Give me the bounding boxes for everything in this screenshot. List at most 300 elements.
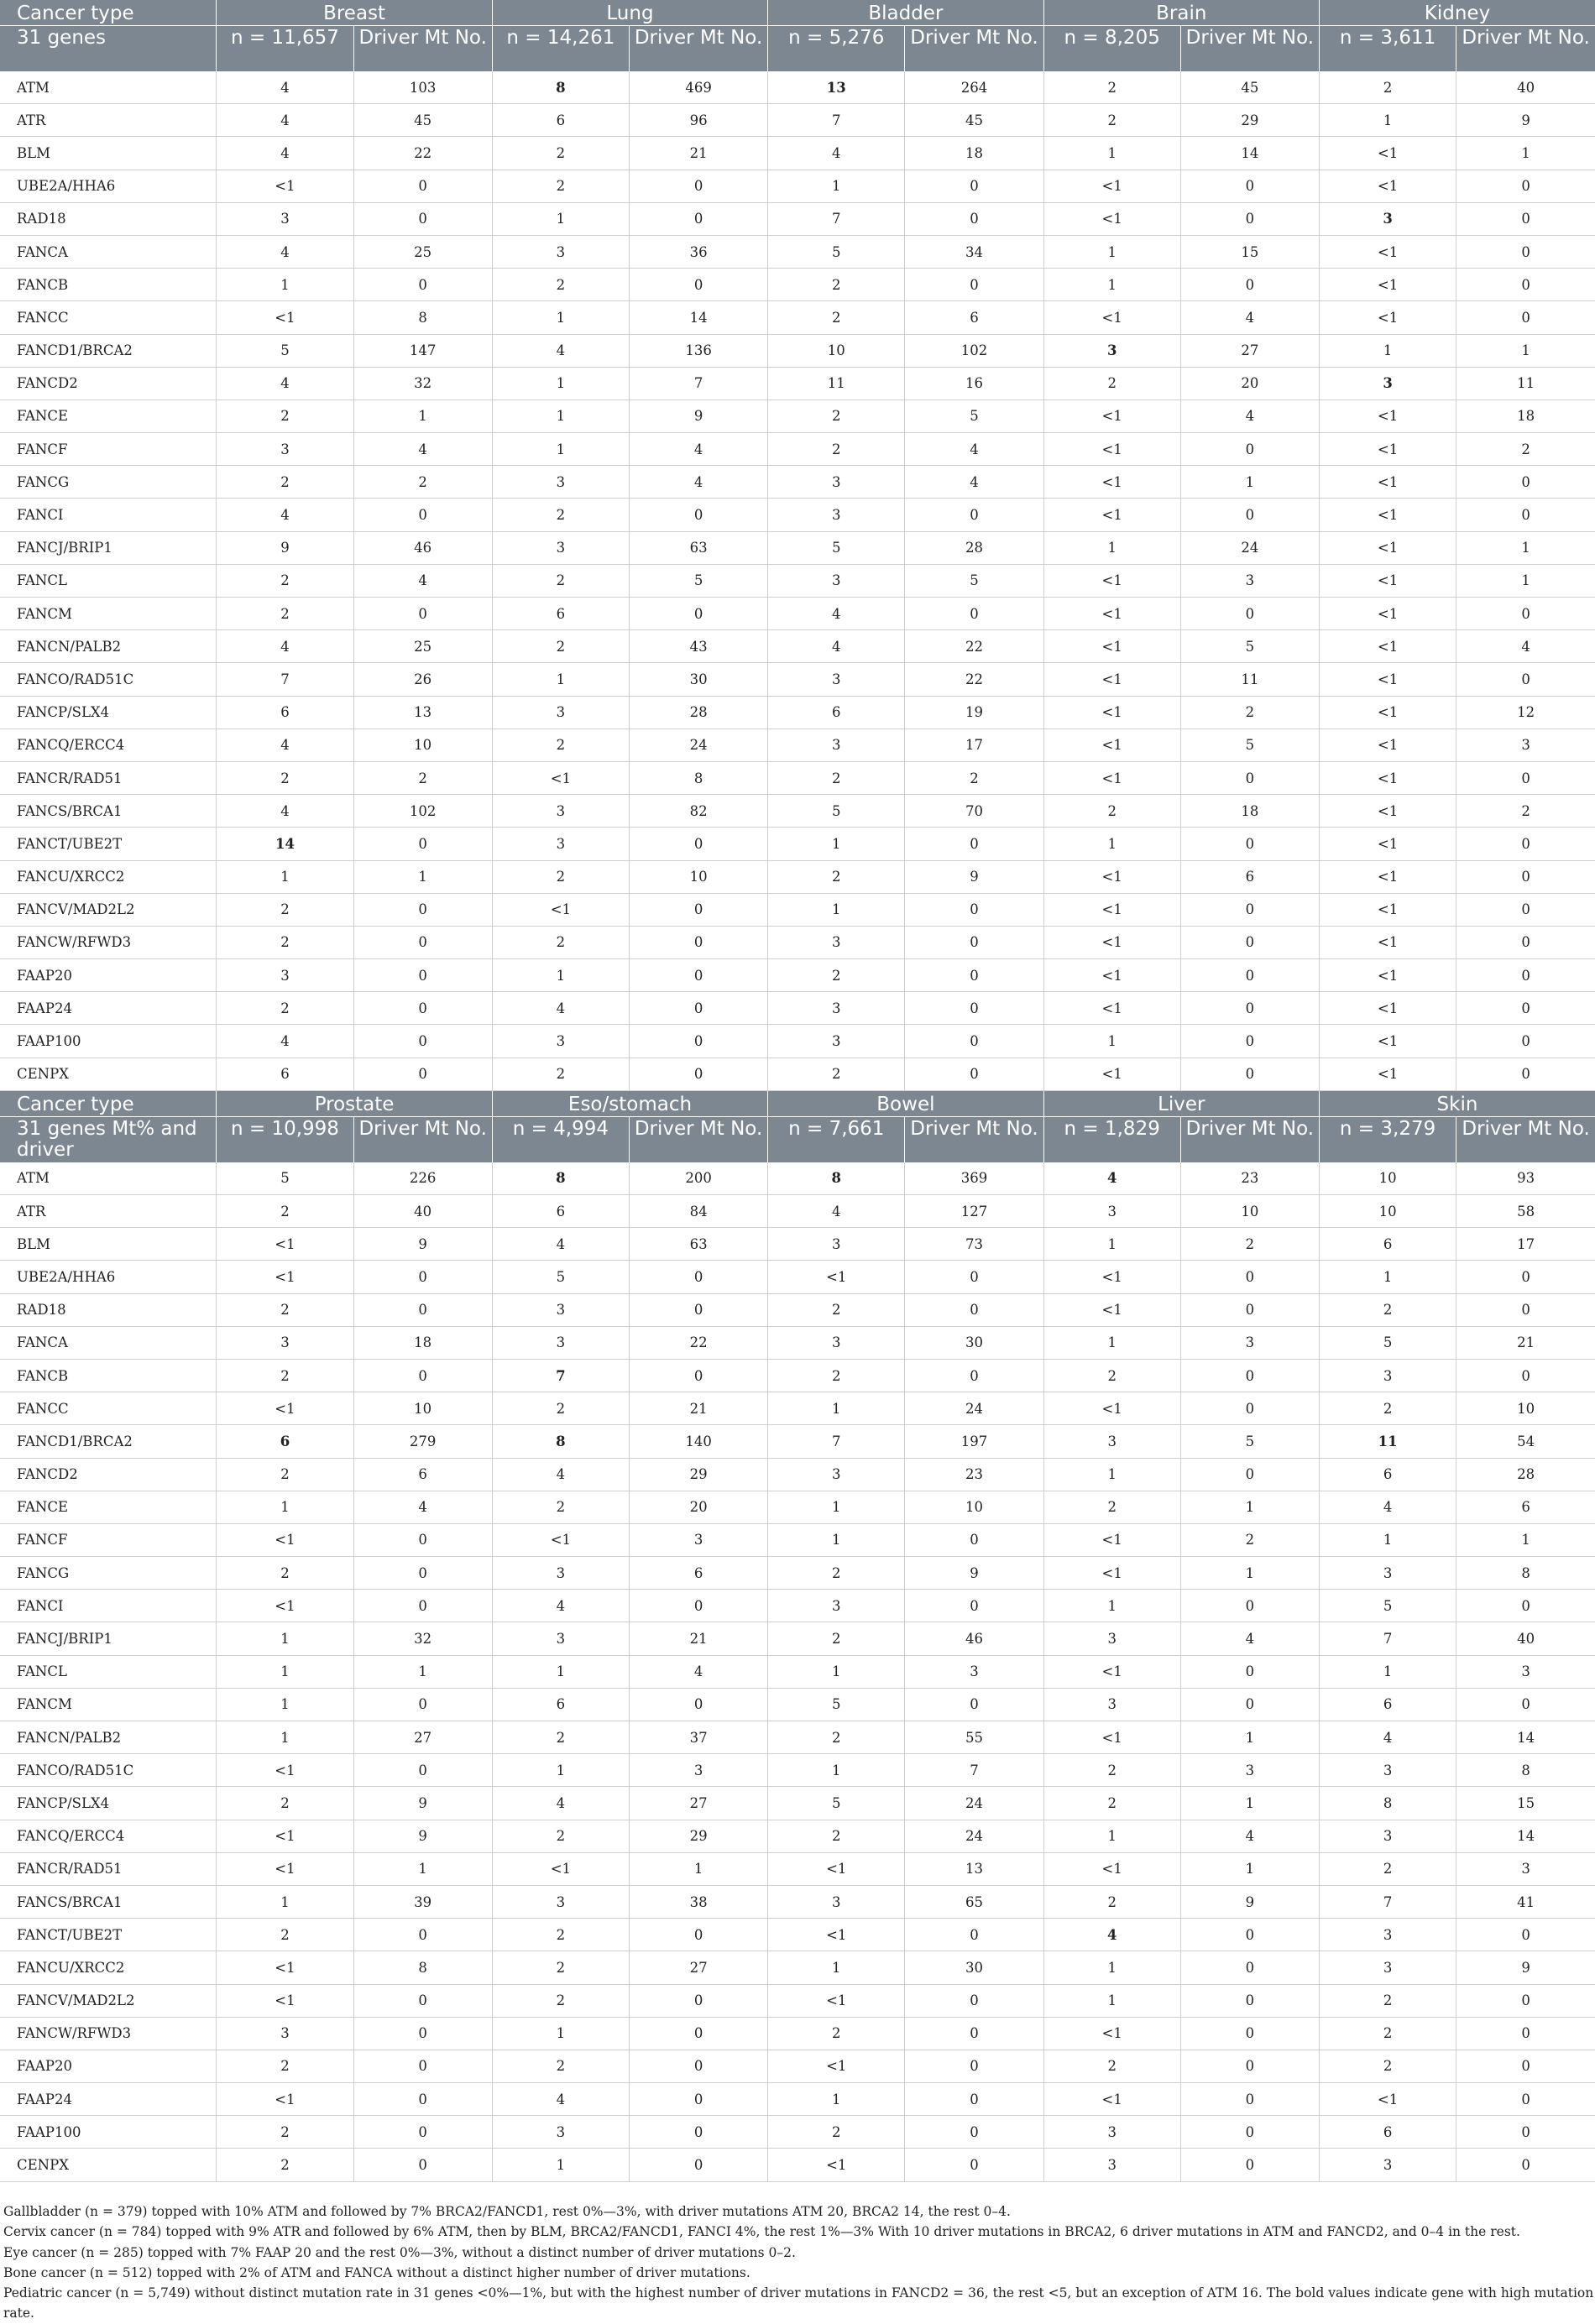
- mutation-rate-cell: 3: [768, 1326, 905, 1359]
- gene-name-cell: RAD18: [0, 202, 217, 235]
- driver-count-cell: 0: [353, 1688, 492, 1721]
- driver-count-cell: 10: [353, 729, 492, 761]
- cancer-name: Bladder: [768, 0, 1043, 26]
- driver-count-cell: 140: [629, 1425, 767, 1458]
- mutation-rate-cell: <1: [1043, 1293, 1180, 1326]
- mutation-rate-cell: <1: [1043, 1261, 1180, 1293]
- gene-name-cell: FANCL: [0, 1655, 217, 1688]
- mutation-rate-cell: 3: [492, 1622, 629, 1655]
- driver-count-cell: 1: [353, 1852, 492, 1885]
- mutation-rate-cell: <1: [1320, 761, 1456, 794]
- gene-name-cell: FANCU/XRCC2: [0, 860, 217, 893]
- header-row-columns: [0, 1116, 1595, 1162]
- mutation-rate-cell: 1: [768, 1951, 905, 1984]
- table-row: [0, 1754, 1595, 1787]
- driver-count-cell: 4: [353, 433, 492, 466]
- driver-count-cell: 0: [629, 598, 767, 630]
- driver-count-cell: 0: [905, 992, 1043, 1025]
- mutation-rate-cell: <1: [1320, 170, 1456, 202]
- driver-count-cell: 0: [1180, 828, 1319, 860]
- mutation-rate-cell: 2: [768, 1622, 905, 1655]
- driver-count-cell: 34: [905, 235, 1043, 268]
- table-row: [0, 202, 1595, 235]
- driver-count-cell: 0: [1180, 598, 1319, 630]
- table-row: [0, 1293, 1595, 1326]
- driver-count-cell: 0: [905, 2050, 1043, 2082]
- sample-size: n = 14,261: [492, 26, 629, 72]
- driver-count-cell: 21: [629, 1622, 767, 1655]
- driver-count-cell: 27: [629, 1787, 767, 1820]
- driver-count-cell: 54: [1456, 1425, 1595, 1458]
- gene-name-cell: FANCA: [0, 1326, 217, 1359]
- driver-count-cell: 0: [1180, 1590, 1319, 1622]
- mutation-rate-cell: 2: [1043, 1754, 1180, 1787]
- mutation-rate-cell: 2: [217, 466, 353, 499]
- driver-count-cell: 2: [1180, 696, 1319, 729]
- mutation-rate-cell: 4: [492, 1787, 629, 1820]
- driver-count-cell: 0: [1456, 170, 1595, 202]
- mutation-rate-cell: 4: [1043, 1162, 1180, 1195]
- driver-count-cell: 3: [1456, 1655, 1595, 1688]
- table-row: [0, 433, 1595, 466]
- mutation-rate-cell: 1: [768, 2083, 905, 2116]
- driver-count-cell: 0: [353, 2017, 492, 2050]
- mutation-rate-cell: 2: [1320, 2050, 1456, 2082]
- mutation-rate-cell: 2: [217, 2050, 353, 2082]
- driver-count-cell: 4: [629, 1655, 767, 1688]
- table-row: [0, 1951, 1595, 1984]
- mutation-rate-cell: 1: [1043, 1326, 1180, 1359]
- mutation-rate-cell: <1: [1043, 761, 1180, 794]
- gene-name-cell: FANCW/RFWD3: [0, 926, 217, 958]
- driver-count-cell: 93: [1456, 1162, 1595, 1195]
- driver-count-cell: 469: [629, 71, 767, 104]
- table-row: [0, 499, 1595, 531]
- gene-name-cell: FANCV/MAD2L2: [0, 893, 217, 926]
- driver-count-cell: 58: [1456, 1195, 1595, 1228]
- driver-count-cell: 0: [905, 1919, 1043, 1951]
- table-row: [0, 2149, 1595, 2181]
- driver-count-cell: 0: [1180, 1919, 1319, 1951]
- mutation-rate-cell: 2: [1043, 1359, 1180, 1392]
- mutation-rate-cell: 1: [1043, 1228, 1180, 1261]
- mutation-rate-cell: 3: [768, 992, 905, 1025]
- mutation-rate-cell: 4: [492, 1458, 629, 1491]
- driver-count-cell: 13: [353, 696, 492, 729]
- driver-count-cell: 0: [629, 2017, 767, 2050]
- driver-count-cell: 22: [629, 1326, 767, 1359]
- mutation-rate-cell: <1: [1320, 433, 1456, 466]
- table-row: [0, 1458, 1595, 1491]
- mutation-rate-cell: 1: [768, 1491, 905, 1523]
- mutation-rate-cell: 1: [1320, 1655, 1456, 1688]
- driver-count-cell: 4: [1180, 1820, 1319, 1852]
- mutation-rate-cell: 2: [492, 269, 629, 301]
- gene-name-cell: FANCC: [0, 1392, 217, 1425]
- cancer-name: Bowel: [768, 1090, 1043, 1116]
- sample-size: n = 4,994: [492, 1116, 629, 1162]
- gene-name-cell: FANCQ/ERCC4: [0, 1820, 217, 1852]
- gene-name-cell: ATR: [0, 1195, 217, 1228]
- driver-count-cell: 0: [353, 1754, 492, 1787]
- driver-mt-header: Driver Mt No.: [1456, 1116, 1595, 1162]
- driver-mt-header: Driver Mt No.: [353, 26, 492, 72]
- driver-count-cell: 4: [353, 564, 492, 597]
- driver-count-cell: 0: [1180, 1984, 1319, 2017]
- driver-count-cell: 4: [1180, 1622, 1319, 1655]
- mutation-rate-cell: 4: [768, 598, 905, 630]
- driver-mt-header: Driver Mt No.: [905, 1116, 1043, 1162]
- driver-count-cell: 0: [1180, 1293, 1319, 1326]
- driver-count-cell: 0: [905, 1359, 1043, 1392]
- mutation-rate-cell: 4: [217, 137, 353, 170]
- gene-name-cell: FANCN/PALB2: [0, 630, 217, 663]
- gene-name-cell: FANCA: [0, 235, 217, 268]
- mutation-rate-cell: <1: [1043, 926, 1180, 958]
- driver-count-cell: 197: [905, 1425, 1043, 1458]
- mutation-rate-cell: 1: [1320, 334, 1456, 367]
- driver-count-cell: 6: [905, 301, 1043, 334]
- mutation-rate-cell: <1: [1043, 630, 1180, 663]
- table-row: [0, 367, 1595, 400]
- table-row: [0, 598, 1595, 630]
- mutation-rate-cell: 9: [217, 531, 353, 564]
- mutation-rate-cell: 2: [768, 1058, 905, 1090]
- gene-name-cell: FANCB: [0, 269, 217, 301]
- mutation-rate-cell: <1: [1043, 564, 1180, 597]
- driver-count-cell: 24: [905, 1820, 1043, 1852]
- gene-count-label: 31 genes: [0, 26, 217, 72]
- mutation-rate-cell: <1: [1320, 729, 1456, 761]
- mutation-rate-cell: 4: [217, 795, 353, 828]
- driver-count-cell: 5: [905, 400, 1043, 432]
- driver-count-cell: 15: [1180, 235, 1319, 268]
- mutation-rate-cell: 4: [217, 104, 353, 137]
- driver-count-cell: 1: [353, 1655, 492, 1688]
- mutation-rate-cell: 3: [492, 795, 629, 828]
- driver-count-cell: 17: [905, 729, 1043, 761]
- table-row: [0, 301, 1595, 334]
- mutation-rate-cell: <1: [1320, 2083, 1456, 2116]
- driver-count-cell: 0: [1456, 926, 1595, 958]
- mutation-rate-cell: 7: [492, 1359, 629, 1392]
- driver-count-cell: 0: [353, 2116, 492, 2149]
- mutation-rate-cell: 2: [492, 564, 629, 597]
- mutation-rate-cell: 5: [492, 1261, 629, 1293]
- gene-name-cell: FAAP24: [0, 992, 217, 1025]
- mutation-rate-cell: 2: [1043, 795, 1180, 828]
- mutation-rate-cell: 2: [492, 1392, 629, 1425]
- driver-count-cell: 0: [905, 1984, 1043, 2017]
- driver-count-cell: 9: [905, 860, 1043, 893]
- mutation-rate-cell: 3: [768, 564, 905, 597]
- sample-size: n = 10,998: [217, 1116, 353, 1162]
- driver-count-cell: 24: [1180, 531, 1319, 564]
- mutation-rate-cell: 3: [492, 696, 629, 729]
- mutation-rate-cell: 8: [492, 1162, 629, 1195]
- mutation-rate-cell: 1: [492, 663, 629, 696]
- mutation-rate-cell: 7: [768, 202, 905, 235]
- table-row: [0, 1326, 1595, 1359]
- mutation-rate-cell: 3: [1043, 1622, 1180, 1655]
- mutation-rate-cell: <1: [1043, 1392, 1180, 1425]
- driver-count-cell: 1: [1456, 531, 1595, 564]
- mutation-rate-cell: 2: [768, 761, 905, 794]
- driver-count-cell: 46: [353, 531, 492, 564]
- mutation-rate-cell: 2: [217, 1919, 353, 1951]
- driver-count-cell: 0: [905, 2149, 1043, 2181]
- table-row: [0, 1025, 1595, 1058]
- mutation-rate-cell: <1: [1043, 433, 1180, 466]
- mutation-rate-cell: 8: [768, 1162, 905, 1195]
- cancer-name: Eso/stomach: [492, 1090, 767, 1116]
- driver-count-cell: 23: [905, 1458, 1043, 1491]
- mutation-rate-cell: 1: [1043, 828, 1180, 860]
- mutation-rate-cell: <1: [1320, 1058, 1456, 1090]
- driver-count-cell: 9: [629, 400, 767, 432]
- mutation-rate-cell: 1: [217, 1885, 353, 1918]
- driver-count-cell: 0: [1180, 170, 1319, 202]
- driver-count-cell: 102: [905, 334, 1043, 367]
- driver-count-cell: 0: [629, 1984, 767, 2017]
- driver-count-cell: 1: [1180, 1557, 1319, 1590]
- table-row: [0, 1557, 1595, 1590]
- mutation-rate-cell: 3: [768, 663, 905, 696]
- driver-count-cell: 10: [353, 1392, 492, 1425]
- driver-count-cell: 3: [1180, 1326, 1319, 1359]
- driver-count-cell: 29: [629, 1458, 767, 1491]
- driver-count-cell: 0: [353, 202, 492, 235]
- driver-count-cell: 0: [1180, 959, 1319, 992]
- mutation-rate-cell: 11: [768, 367, 905, 400]
- driver-count-cell: 0: [353, 828, 492, 860]
- mutation-rate-cell: <1: [1043, 1655, 1180, 1688]
- mutation-rate-cell: <1: [1320, 531, 1456, 564]
- mutation-rate-cell: 5: [768, 795, 905, 828]
- mutation-rate-cell: 2: [1043, 104, 1180, 137]
- table-row: [0, 2116, 1595, 2149]
- mutation-rate-cell: <1: [1043, 1852, 1180, 1885]
- mutation-rate-cell: 7: [217, 663, 353, 696]
- driver-count-cell: 0: [629, 1688, 767, 1721]
- driver-count-cell: 3: [905, 1655, 1043, 1688]
- mutation-rate-cell: <1: [1043, 202, 1180, 235]
- mutation-rate-cell: <1: [1320, 598, 1456, 630]
- driver-count-cell: 5: [905, 564, 1043, 597]
- driver-count-cell: 14: [1456, 1721, 1595, 1754]
- mutation-rate-cell: 1: [768, 1655, 905, 1688]
- table-row: [0, 170, 1595, 202]
- mutation-rate-cell: 14: [217, 828, 353, 860]
- mutation-rate-cell: <1: [1320, 301, 1456, 334]
- mutation-rate-cell: 2: [768, 1820, 905, 1852]
- mutation-rate-cell: 2: [217, 1557, 353, 1590]
- mutation-rate-cell: 2: [1320, 1984, 1456, 2017]
- mutation-rate-cell: 1: [768, 1392, 905, 1425]
- driver-count-cell: 0: [629, 499, 767, 531]
- gene-name-cell: FANCO/RAD51C: [0, 1754, 217, 1787]
- gene-name-cell: FANCD2: [0, 1458, 217, 1491]
- driver-count-cell: 0: [353, 2083, 492, 2116]
- mutation-rate-cell: 2: [1043, 1491, 1180, 1523]
- driver-count-cell: 0: [353, 499, 492, 531]
- cancer-name: Lung: [492, 0, 767, 26]
- mutation-rate-cell: 6: [217, 1058, 353, 1090]
- driver-count-cell: 32: [353, 1622, 492, 1655]
- driver-count-cell: 6: [1180, 860, 1319, 893]
- driver-count-cell: 0: [905, 893, 1043, 926]
- mutation-rate-cell: 1: [1043, 531, 1180, 564]
- sample-size: n = 7,661: [768, 1116, 905, 1162]
- mutation-rate-cell: 3: [492, 235, 629, 268]
- mutation-rate-cell: 1: [492, 301, 629, 334]
- driver-count-cell: 0: [905, 828, 1043, 860]
- mutation-rate-cell: <1: [1320, 795, 1456, 828]
- driver-count-cell: 0: [353, 1025, 492, 1058]
- mutation-rate-cell: 4: [492, 2083, 629, 2116]
- mutation-rate-cell: <1: [217, 1951, 353, 1984]
- table-row: [0, 334, 1595, 367]
- mutation-rate-cell: 1: [1043, 235, 1180, 268]
- mutation-rate-cell: 5: [217, 1162, 353, 1195]
- mutation-rate-cell: 1: [492, 433, 629, 466]
- mutation-rate-cell: 3: [492, 1885, 629, 1918]
- driver-count-cell: 18: [1456, 400, 1595, 432]
- mutation-rate-cell: 2: [1043, 2050, 1180, 2082]
- gene-name-cell: FANCI: [0, 1590, 217, 1622]
- driver-count-cell: 0: [1456, 1919, 1595, 1951]
- mutation-rate-cell: 4: [217, 499, 353, 531]
- driver-count-cell: 10: [1456, 1392, 1595, 1425]
- driver-count-cell: 5: [1180, 630, 1319, 663]
- driver-count-cell: 0: [629, 269, 767, 301]
- mutation-rate-cell: 2: [768, 400, 905, 432]
- driver-count-cell: 226: [353, 1162, 492, 1195]
- driver-count-cell: 0: [1180, 202, 1319, 235]
- mutation-rate-cell: 2: [217, 926, 353, 958]
- driver-count-cell: 0: [1456, 959, 1595, 992]
- cancer-name: Breast: [217, 0, 492, 26]
- gene-name-cell: UBE2A/HHA6: [0, 1261, 217, 1293]
- mutation-rate-cell: 3: [1043, 2116, 1180, 2149]
- table-row: [0, 2083, 1595, 2116]
- mutation-rate-cell: 3: [1043, 334, 1180, 367]
- mutation-rate-cell: 4: [768, 630, 905, 663]
- mutation-rate-cell: 3: [492, 1025, 629, 1058]
- driver-count-cell: 0: [905, 499, 1043, 531]
- mutation-rate-cell: <1: [1320, 564, 1456, 597]
- mutation-rate-cell: 1: [217, 1721, 353, 1754]
- driver-count-cell: 4: [353, 1491, 492, 1523]
- mutation-rate-cell: <1: [217, 170, 353, 202]
- driver-count-cell: 0: [1456, 761, 1595, 794]
- footnote: Bone cancer (n = 512) topped with 2% of ATM and FANCA without a distinct higher number of driver mutations.: [0, 2263, 1595, 2283]
- driver-count-cell: 3: [1456, 729, 1595, 761]
- table-row: [0, 1228, 1595, 1261]
- driver-count-cell: 0: [1456, 235, 1595, 268]
- mutation-rate-cell: 3: [492, 828, 629, 860]
- mutation-rate-cell: <1: [1043, 663, 1180, 696]
- driver-count-cell: 6: [353, 1458, 492, 1491]
- mutation-rate-cell: 4: [1320, 1721, 1456, 1754]
- mutation-rate-cell: 2: [217, 1359, 353, 1392]
- mutation-rate-cell: 2: [1320, 1392, 1456, 1425]
- mutation-rate-cell: 6: [1320, 2116, 1456, 2149]
- table-row: [0, 400, 1595, 432]
- mutation-rate-cell: <1: [1320, 499, 1456, 531]
- gene-name-cell: FANCE: [0, 1491, 217, 1523]
- mutation-rate-cell: 2: [492, 1820, 629, 1852]
- mutation-rate-cell: 2: [492, 170, 629, 202]
- mutation-rate-cell: <1: [1320, 663, 1456, 696]
- mutation-rate-cell: <1: [1320, 860, 1456, 893]
- driver-count-cell: 0: [1456, 202, 1595, 235]
- driver-count-cell: 7: [905, 1754, 1043, 1787]
- mutation-rate-cell: 3: [217, 1326, 353, 1359]
- driver-count-cell: 8: [1456, 1557, 1595, 1590]
- mutation-rate-cell: 1: [492, 1655, 629, 1688]
- mutation-rate-cell: <1: [217, 301, 353, 334]
- mutation-rate-cell: <1: [1320, 269, 1456, 301]
- table-row: [0, 137, 1595, 170]
- mutation-rate-cell: 2: [492, 1058, 629, 1090]
- mutation-rate-cell: 2: [492, 499, 629, 531]
- mutation-rate-cell: 2: [1043, 71, 1180, 104]
- mutation-rate-cell: <1: [217, 1392, 353, 1425]
- table-row: [0, 828, 1595, 860]
- table-row: [0, 1655, 1595, 1688]
- driver-count-cell: 0: [629, 1025, 767, 1058]
- mutation-rate-cell: 3: [1320, 1951, 1456, 1984]
- driver-count-cell: 0: [1456, 860, 1595, 893]
- gene-name-cell: FANCD1/BRCA2: [0, 334, 217, 367]
- driver-mt-header: Driver Mt No.: [1456, 26, 1595, 72]
- driver-count-cell: 21: [629, 1392, 767, 1425]
- table-row: [0, 235, 1595, 268]
- table-row: [0, 926, 1595, 958]
- mutation-rate-cell: 3: [768, 1590, 905, 1622]
- mutation-rate-cell: 2: [217, 2116, 353, 2149]
- driver-count-cell: 0: [1456, 893, 1595, 926]
- driver-count-cell: 25: [353, 630, 492, 663]
- table-row: [0, 531, 1595, 564]
- mutation-rate-cell: <1: [1320, 959, 1456, 992]
- driver-count-cell: 65: [905, 1885, 1043, 1918]
- driver-count-cell: 21: [1456, 1326, 1595, 1359]
- driver-count-cell: 0: [629, 1293, 767, 1326]
- driver-count-cell: 0: [1180, 2149, 1319, 2181]
- driver-count-cell: 15: [1456, 1787, 1595, 1820]
- mutation-rate-cell: 1: [1043, 1820, 1180, 1852]
- driver-count-cell: 27: [629, 1951, 767, 1984]
- driver-count-cell: 2: [1456, 795, 1595, 828]
- gene-name-cell: BLM: [0, 137, 217, 170]
- driver-count-cell: 1: [1180, 1787, 1319, 1820]
- driver-count-cell: 3: [1456, 1852, 1595, 1885]
- driver-count-cell: 28: [629, 696, 767, 729]
- driver-count-cell: 28: [1456, 1458, 1595, 1491]
- driver-mt-header: Driver Mt No.: [905, 26, 1043, 72]
- driver-count-cell: 55: [905, 1721, 1043, 1754]
- driver-count-cell: 37: [629, 1721, 767, 1754]
- mutation-rate-cell: <1: [1043, 959, 1180, 992]
- mutation-rate-cell: 6: [492, 104, 629, 137]
- mutation-rate-cell: 1: [217, 1622, 353, 1655]
- driver-count-cell: 11: [1180, 663, 1319, 696]
- mutation-rate-cell: 7: [1320, 1885, 1456, 1918]
- driver-count-cell: 45: [905, 104, 1043, 137]
- table-row: [0, 696, 1595, 729]
